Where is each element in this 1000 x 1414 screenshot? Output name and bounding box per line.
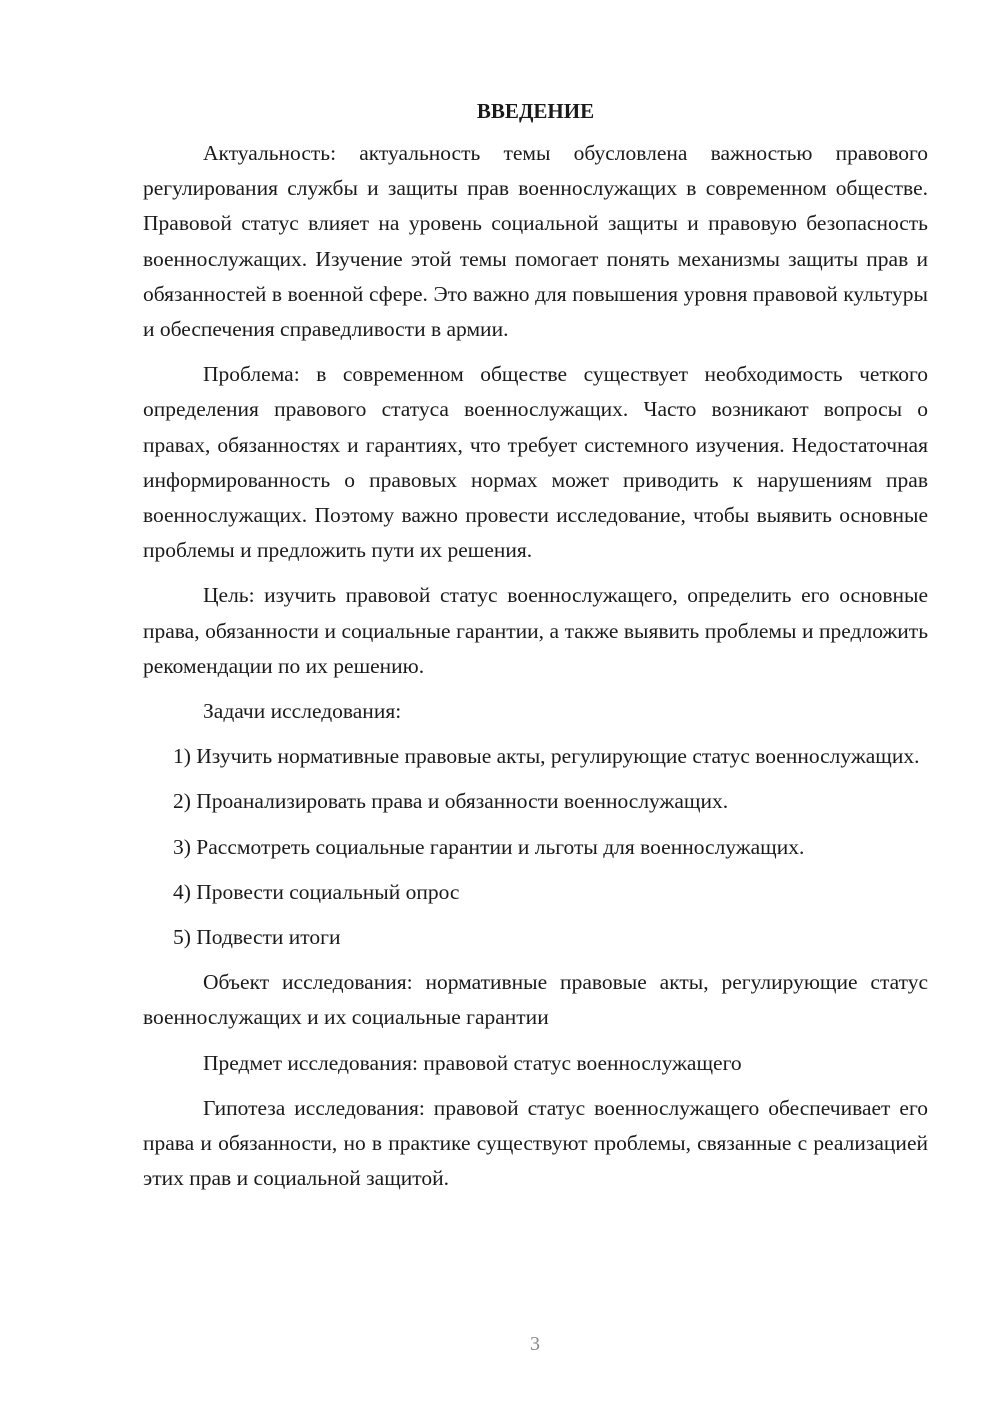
page-title: ВВЕДЕНИЕ: [476, 99, 595, 123]
task-item-4: 4) Провести социальный опрос: [173, 879, 460, 904]
paragraph-subject: Предмет исследования: правовой статус военнослужащего: [203, 1050, 742, 1075]
task-item-2: 2) Проанализировать права и обязанности военнослужащих.: [173, 789, 729, 814]
page-number: 3: [530, 1333, 540, 1355]
paragraph-tasks-heading: Задачи исследования:: [203, 699, 402, 724]
paragraph-object: Объект исследования: нормативные правовые акты, регулирующие статус военнослужащих и их социальные гарантии: [143, 970, 928, 1030]
task-item-5: 5) Подвести итоги: [173, 925, 341, 950]
task-item-1: 1) Изучить нормативные правовые акты, регулирующие статус военнослужащих.: [173, 744, 920, 769]
document-page: [143, 96, 928, 1206]
paragraph-relevance: Актуальность: актуальность темы обусловлена важностью правового регулирования службы и защиты прав военнослужащих в современном обществе. Правовой статус влияет на уровень социальной защиты и правовую безопасность военнослужащих. Изучение этой темы помогает понять механизмы защиты прав и обязанностей в военной сфере. Это важно для повышения уровня правовой культуры и обеспечения справедливости в армии.: [143, 141, 928, 342]
task-item-3: 3) Рассмотреть социальные гарантии и льготы для военнослужащих.: [173, 834, 805, 859]
paragraph-goal: Цель: изучить правовой статус военнослужащего, определить его основные права, обязанности и социальные гарантии, а также выявить проблемы и предложить рекомендации по их решению.: [143, 583, 928, 678]
paragraph-hypothesis: Гипотеза исследования: правовой статус военнослужащего обеспечивает его права и обязанности, но в практике существуют проблемы, связанные с реализацией этих прав и социальной защитой.: [143, 1095, 928, 1191]
paragraph-problem: Проблема: в современном обществе существует необходимость четкого определения правового статуса военнослужащих. Часто возникают вопросы о правах, обязанностях и гарантиях, что требует системного изучения. Недостаточная информированность о правовых нормах может приводить к нарушениям прав военнослужащих. Поэтому важно провести исследование, чтобы выявить основные проблемы и предложить пути их решения.: [143, 362, 928, 563]
